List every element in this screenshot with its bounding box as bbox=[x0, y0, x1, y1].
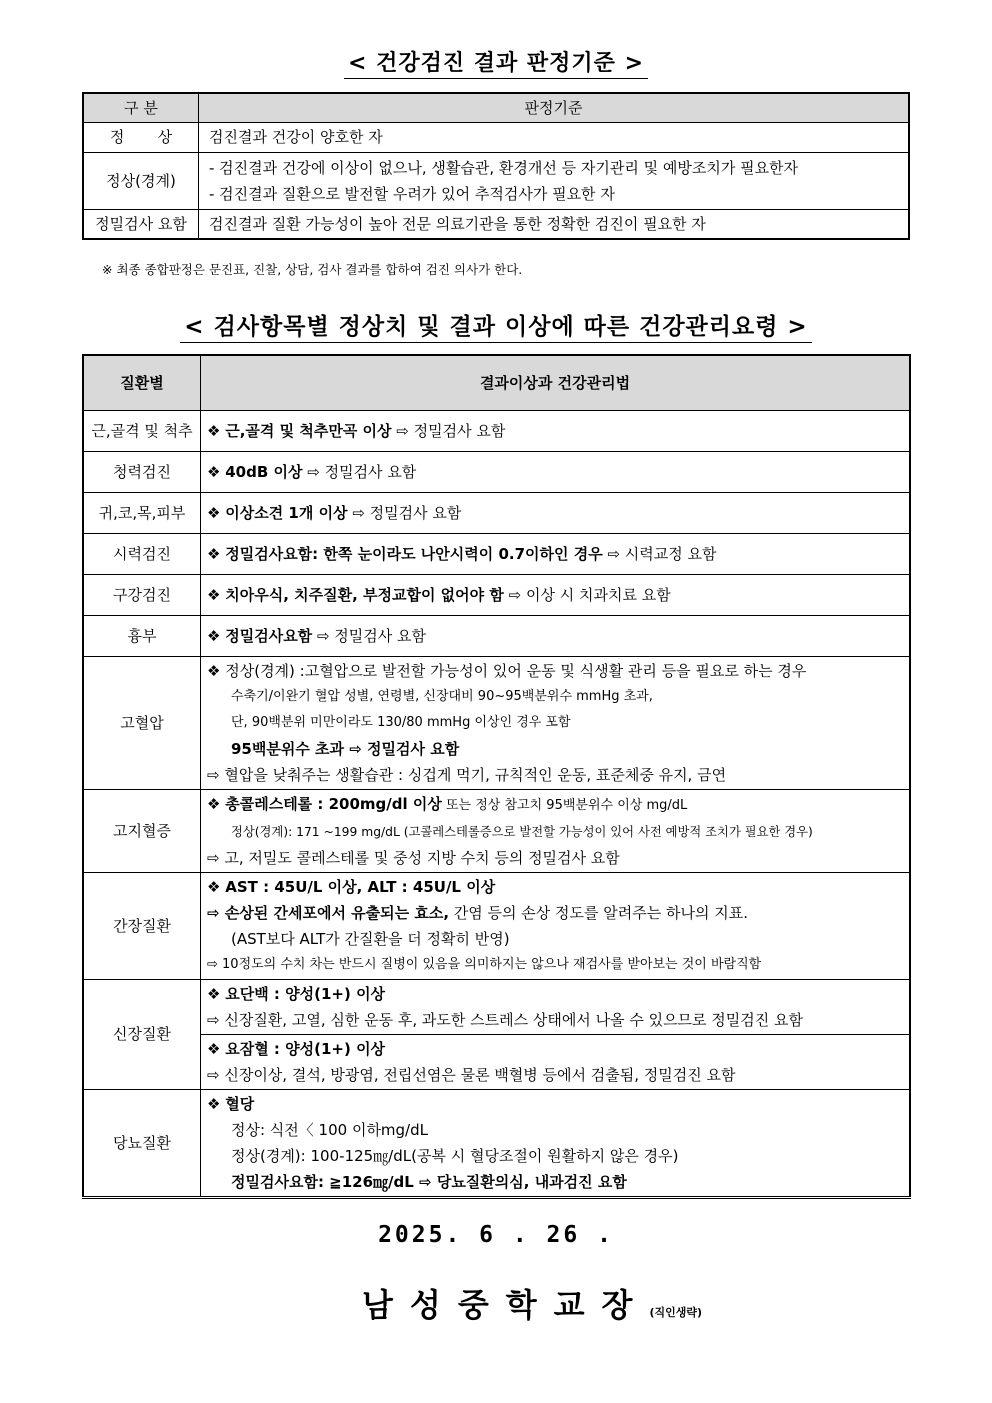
row-label-hypertension: 고혈압 bbox=[83, 657, 201, 790]
criteria-table bbox=[82, 92, 910, 240]
diamond-icon: ❖ bbox=[207, 544, 221, 563]
diamond-icon: ❖ bbox=[207, 1040, 221, 1058]
diamond-icon: ❖ bbox=[207, 795, 221, 813]
diamond-icon: ❖ bbox=[207, 421, 221, 440]
diamond-icon: ❖ bbox=[207, 503, 221, 522]
seal-omitted-note: (직인생략) bbox=[649, 1306, 703, 1319]
mgmt-header-disease: 질환별 bbox=[83, 355, 201, 411]
row-label-diabetes: 당뇨질환 bbox=[83, 1090, 201, 1198]
final-judgment-note: ※ 최종 종합판정은 문진표, 진찰, 상담, 검사 결과를 합하여 검진 의사가 한다. bbox=[102, 262, 523, 277]
diabetes-guide: ❖ 혈당 정상: 식전〈 100 이하mg/dL 정상(경계): 100-125㎎/dL(공복 시 혈당조절이 원활하지 않은 경우) 정밀검사요함: ≧126㎎/dL ⇨ 당뇨질환의심, 내과검진 요함 bbox=[201, 1090, 911, 1198]
management-title: < 검사항목별 정상치 및 결과 이상에 따른 건강관리요령 > bbox=[0, 308, 992, 341]
kidney-guide-blood: ❖ 요잠혈 : 양성(1+) 이상 ⇨ 신장이상, 결석, 방광염, 전립선염은 물론 백혈병 등에서 검출됨, 정밀검진 요함 bbox=[201, 1035, 911, 1090]
row-label-liver: 간장질환 bbox=[83, 873, 201, 980]
criteria-text-borderline: - 검진결과 건강에 이상이 없으나, 생활습관, 환경개선 등 자기관리 및 예방조치가 필요한자 - 검진결과 질환으로 발전할 우려가 있어 추적검사가 필요한 자 bbox=[199, 153, 910, 210]
row-label-oral: 구강검진 bbox=[83, 575, 201, 616]
kidney-guide-protein: ❖ 요단백 : 양성(1+) 이상 ⇨ 신장질환, 고열, 심한 운동 후, 과도한 스트레스 상태에서 나올 수 있으므로 정밀검진 요함 bbox=[201, 980, 911, 1035]
diamond-icon: ❖ bbox=[207, 1095, 221, 1113]
principal-signature: 남성중학교장(직인생략) bbox=[362, 1286, 703, 1324]
diamond-icon: ❖ bbox=[207, 662, 221, 680]
mgmt-header-guide: 결과이상과 건강관리법 bbox=[201, 355, 911, 411]
row-label-musculoskeletal: 근,골격 및 척추 bbox=[83, 411, 201, 452]
hyperlipidemia-guide: ❖ 총콜레스테롤 : 200mg/dl 이상 또는 정상 참고치 95백분위수 이상 mg/dL 정상(경계): 171 ~199 mg/dL (고콜레스테롤증으로 발전할 가능성이 있어 사전 예방적 조치가 필요한 경우) ⇨ 고, 저밀도 콜레스테롤 및 중성 지방 수치 등의 정밀검사 요함 bbox=[201, 790, 911, 873]
liver-guide: ❖ AST : 45U/L 이상, ALT : 45U/L 이상 ⇨ 손상된 간세포에서 유출되는 효소, 간염 등의 손상 정도를 알려주는 하나의 지표. (AST보다 ALT가 간질환을 더 정확히 반영) ⇨ 10정도의 수치 차는 반드시 질병이 있음을 의미하지는 않으나 재검사를 받아보는 것이 바람직함 bbox=[201, 873, 911, 980]
criteria-label-normal: 정 상 bbox=[83, 123, 199, 153]
diamond-icon: ❖ bbox=[207, 878, 221, 896]
issue-date: 2025. 6 . 26 . bbox=[378, 1222, 614, 1248]
diamond-icon: ❖ bbox=[207, 985, 221, 1003]
criteria-header-standard: 판정기준 bbox=[199, 93, 910, 123]
row-label-ent-skin: 귀,코,목,피부 bbox=[83, 493, 201, 534]
row-label-vision: 시력검진 bbox=[83, 534, 201, 575]
diamond-icon: ❖ bbox=[207, 626, 221, 645]
management-table: 질환별 결과이상과 건강관리법 근,골격 및 척추 ❖ 근,골격 및 척추만곡 이상 ⇨ 정밀검사 요함 청력검진 ❖ 40dB 이상 ⇨ 정밀검사 요함 귀,코,목,피부 ❖ 이상소견 1개 이상 ⇨ 정밀검사 요함 시력검진 ❖ 정밀검사요함: 한쪽 눈이라도 나안시력이 0.7이하인 경우 ⇨ 시력교정 요함 구강검진 ❖ 치아우식, 치주질환, 부정교합이 없어야 함 ⇨ 이상 시 치과치료 요함 흉부 ❖ 정밀검사요함 ⇨ 정밀검사 요함 고혈압 ❖ 정상(경계) :고혈압으로 발전할 가능성이 있어 운동 및 식생활 관리 등을 필요로 하는 경우 수축기/이완기 혈압 성별, 연령별, 신장대비 90~95백분위수 mmHg 초과, 단, 90백분위 미만이라도 130/80 mmHg 이상인 경우 포함 95백분위수 초과 ⇨ 정밀검사 요함 ⇨ 혈압을 낮춰주는 생활습관 : 싱겁게 먹기, 규칙적인 운동, 표준체중 유지, 금연 고지혈증 ❖ 총콜레스테롤 : 200mg/dl 이상 또는 정상 참고치 95백분위수 이상 mg/dL 정상(경계): 171 ~199 mg/dL (고콜레스테롤증으로 발전할 가능성이 있어 사전 예방적 조치가 필요한 경우) ⇨ 고, 저밀도 콜레스테롤 및 중성 지방 수치 등의 정밀검사 요함 간장질환 ❖ AST : 45U/L 이상, ALT : 45U/L 이상 ⇨ 손상된 간세포에서 유출되는 효소, 간염 등의 손상 정도를 알려주는 하나의 지표. (AST보다 ALT가 간질환을 더 정확히 반영) ⇨ 10정도의 수치 차는 반드시 질병이 있음을 의미하지는 않으나 재검사를 받아보는 것이 바람직함 신장질환 ❖ 요단백 : 양성(1+) 이상 ⇨ 신장질환, 고열, 심한 운동 후, 과도한 스트레스 상태에서 나올 수 있으므로 정밀검진 요함 ❖ 요잠혈 : 양성(1+) 이상 ⇨ 신장이상, 결석, 방광염, 전립선염은 물론 백혈병 등에서 검출됨, 정밀검진 요함 당뇨질환 ❖ 혈당 정상: 식전〈 100 이하mg/dL 정상(경계): 100-125㎎/dL(공복 시 혈당조절이 원활하지 않은 경우) 정밀검사요함: ≧126㎎/dL ⇨ 당뇨질환의심, 내과검진 요함 bbox=[82, 354, 911, 1199]
diamond-icon: ❖ bbox=[207, 585, 221, 604]
criteria-text-normal: 검진결과 건강이 양호한 자 bbox=[199, 123, 910, 153]
criteria-text-detailed: 검진결과 질환 가능성이 높아 전문 의료기관을 통한 정확한 검진이 필요한 자 bbox=[199, 210, 910, 240]
row-label-kidney: 신장질환 bbox=[83, 980, 201, 1090]
criteria-label-borderline: 정상(경계) bbox=[83, 153, 199, 210]
row-label-chest: 흉부 bbox=[83, 616, 201, 657]
criteria-label-detailed: 정밀검사 요함 bbox=[83, 210, 199, 240]
row-label-hearing: 청력검진 bbox=[83, 452, 201, 493]
criteria-header-category: 구 분 bbox=[83, 93, 199, 123]
hypertension-guide: ❖ 정상(경계) :고혈압으로 발전할 가능성이 있어 운동 및 식생활 관리 등을 필요로 하는 경우 수축기/이완기 혈압 성별, 연령별, 신장대비 90~95백분위수 mmHg 초과, 단, 90백분위 미만이라도 130/80 mmHg 이상인 경우 포함 95백분위수 초과 ⇨ 정밀검사 요함 ⇨ 혈압을 낮춰주는 생활습관 : 싱겁게 먹기, 규칙적인 운동, 표준체중 유지, 금연 bbox=[201, 657, 911, 790]
criteria-title: < 건강검진 결과 판정기준 > bbox=[0, 46, 992, 77]
row-label-hyperlipidemia: 고지혈증 bbox=[83, 790, 201, 873]
diamond-icon: ❖ bbox=[207, 462, 221, 481]
